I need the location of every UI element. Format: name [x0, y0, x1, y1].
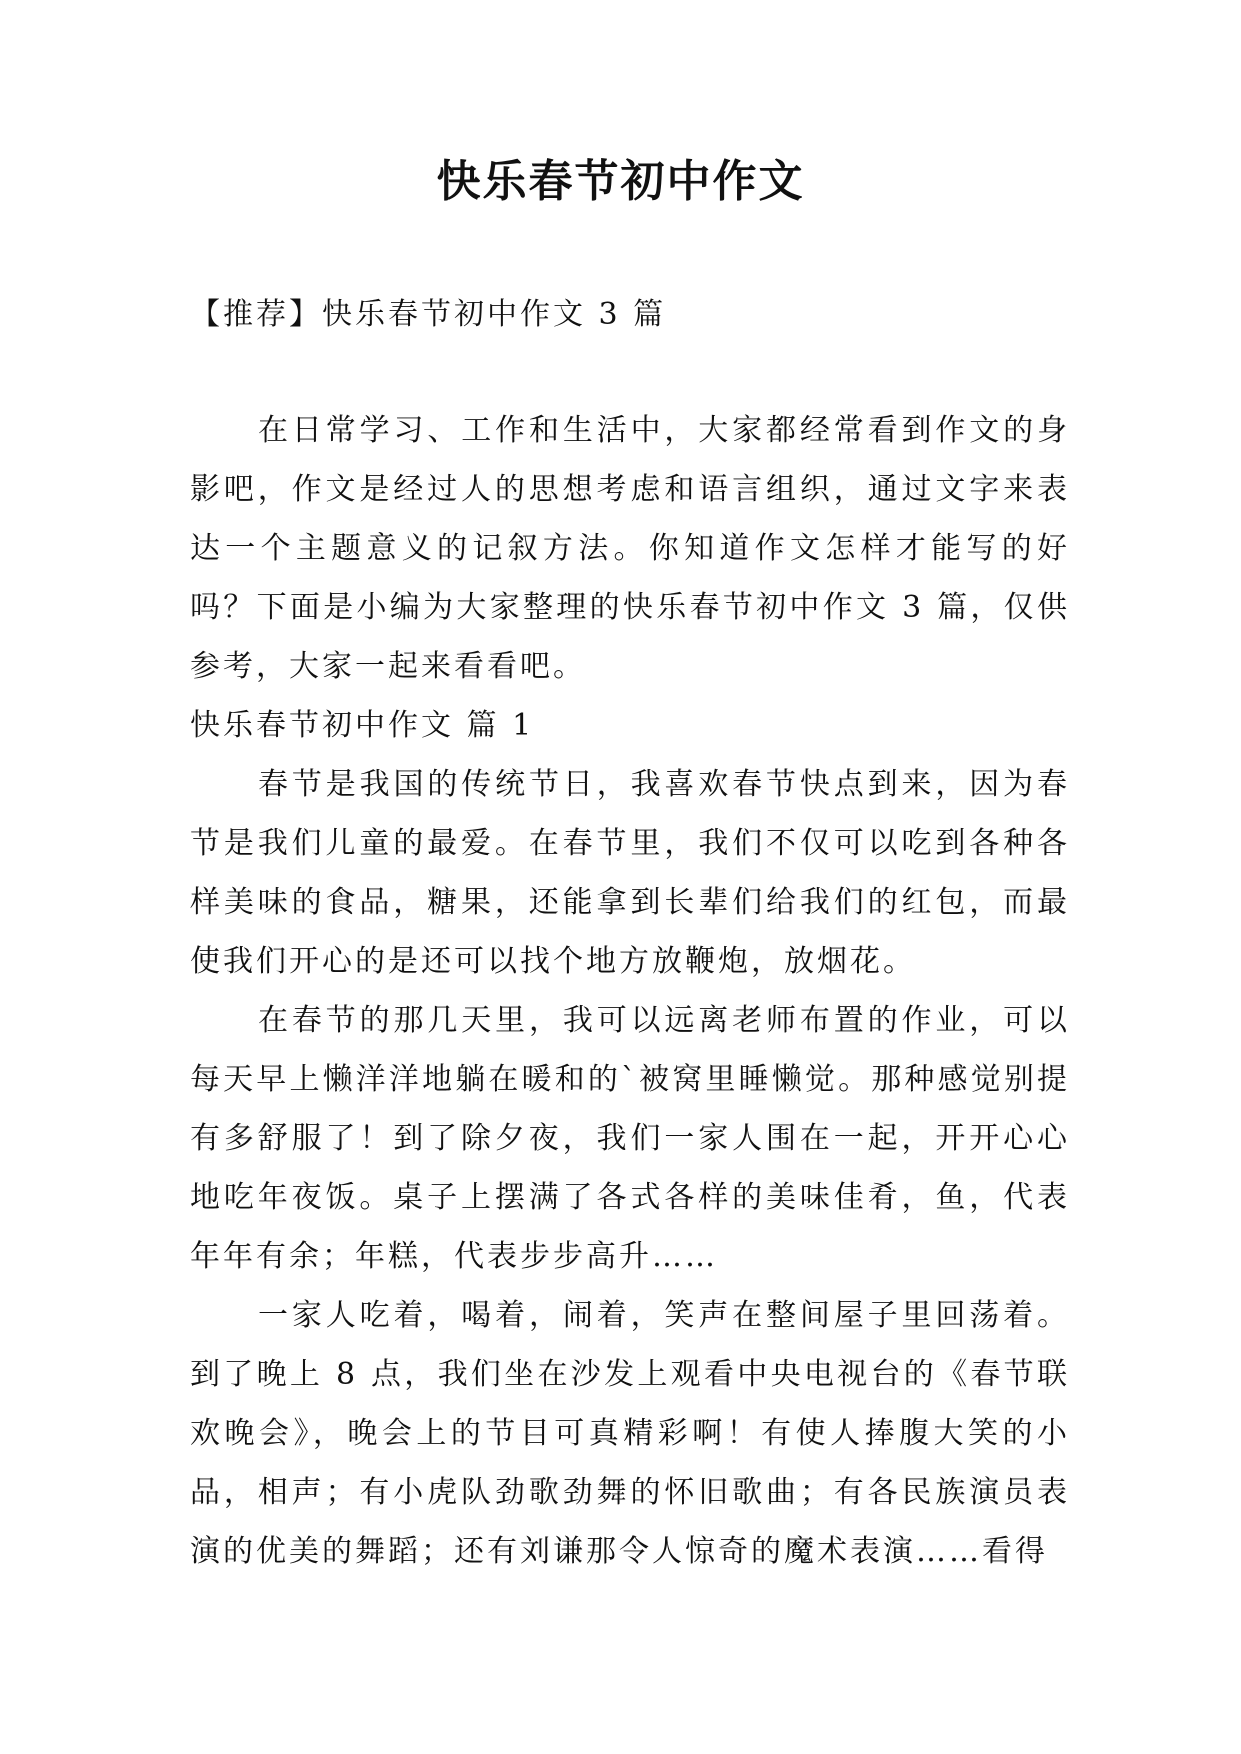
document-title: 快乐春节初中作文 — [436, 156, 805, 207]
intro-paragraph: 在日常学习、工作和生活中，大家都经常看到作文的身影吧，作文是经过人的思想考虑和语言组织，通过文字来表达一个主题意义的记叙方法。你知道作文怎样才能写的好吗？下面是小编为大家整理的快乐春节初中作文 3 篇，仅供参考，大家一起来看看吧。 — [190, 413, 1070, 684]
body-paragraph-1: 春节是我国的传统节日，我喜欢春节快点到来，因为春节是我们儿童的最爱。在春节里，我们不仅可以吃到各种各样美味的食品，糖果，还能拿到长辈们给我们的红包，而最使我们开心的是还可以找个地方放鞭炮，放烟花。 — [190, 767, 1070, 979]
body-paragraph-2: 在春节的那几天里，我可以远离老师布置的作业，可以每天早上懒洋洋地躺在暖和的`被窝里睡懒觉。那种感觉别提有多舒服了！到了除夕夜，我们一家人围在一起，开开心心地吃年夜饭。桌子上摆满了各式各样的美味佳肴，鱼，代表年年有余；年糕，代表步步高升…… — [190, 1003, 1070, 1274]
document-body — [190, 401, 1070, 1581]
document-subtitle: 【推荐】快乐春节初中作文 3 篇 — [190, 297, 667, 332]
section-heading: 快乐春节初中作文 篇 1 — [190, 708, 535, 743]
body-paragraph-3: 一家人吃着，喝着，闹着，笑声在整间屋子里回荡着。到了晚上 8 点，我们坐在沙发上观看中央电视台的《春节联欢晚会》，晚会上的节目可真精彩啊！有使人捧腹大笑的小品，相声；有小虎队劲歌劲舞的怀旧歌曲；有各民族演员表演的优美的舞蹈；还有刘谦那令人惊奇的魔术表演……看得 — [190, 1298, 1070, 1569]
